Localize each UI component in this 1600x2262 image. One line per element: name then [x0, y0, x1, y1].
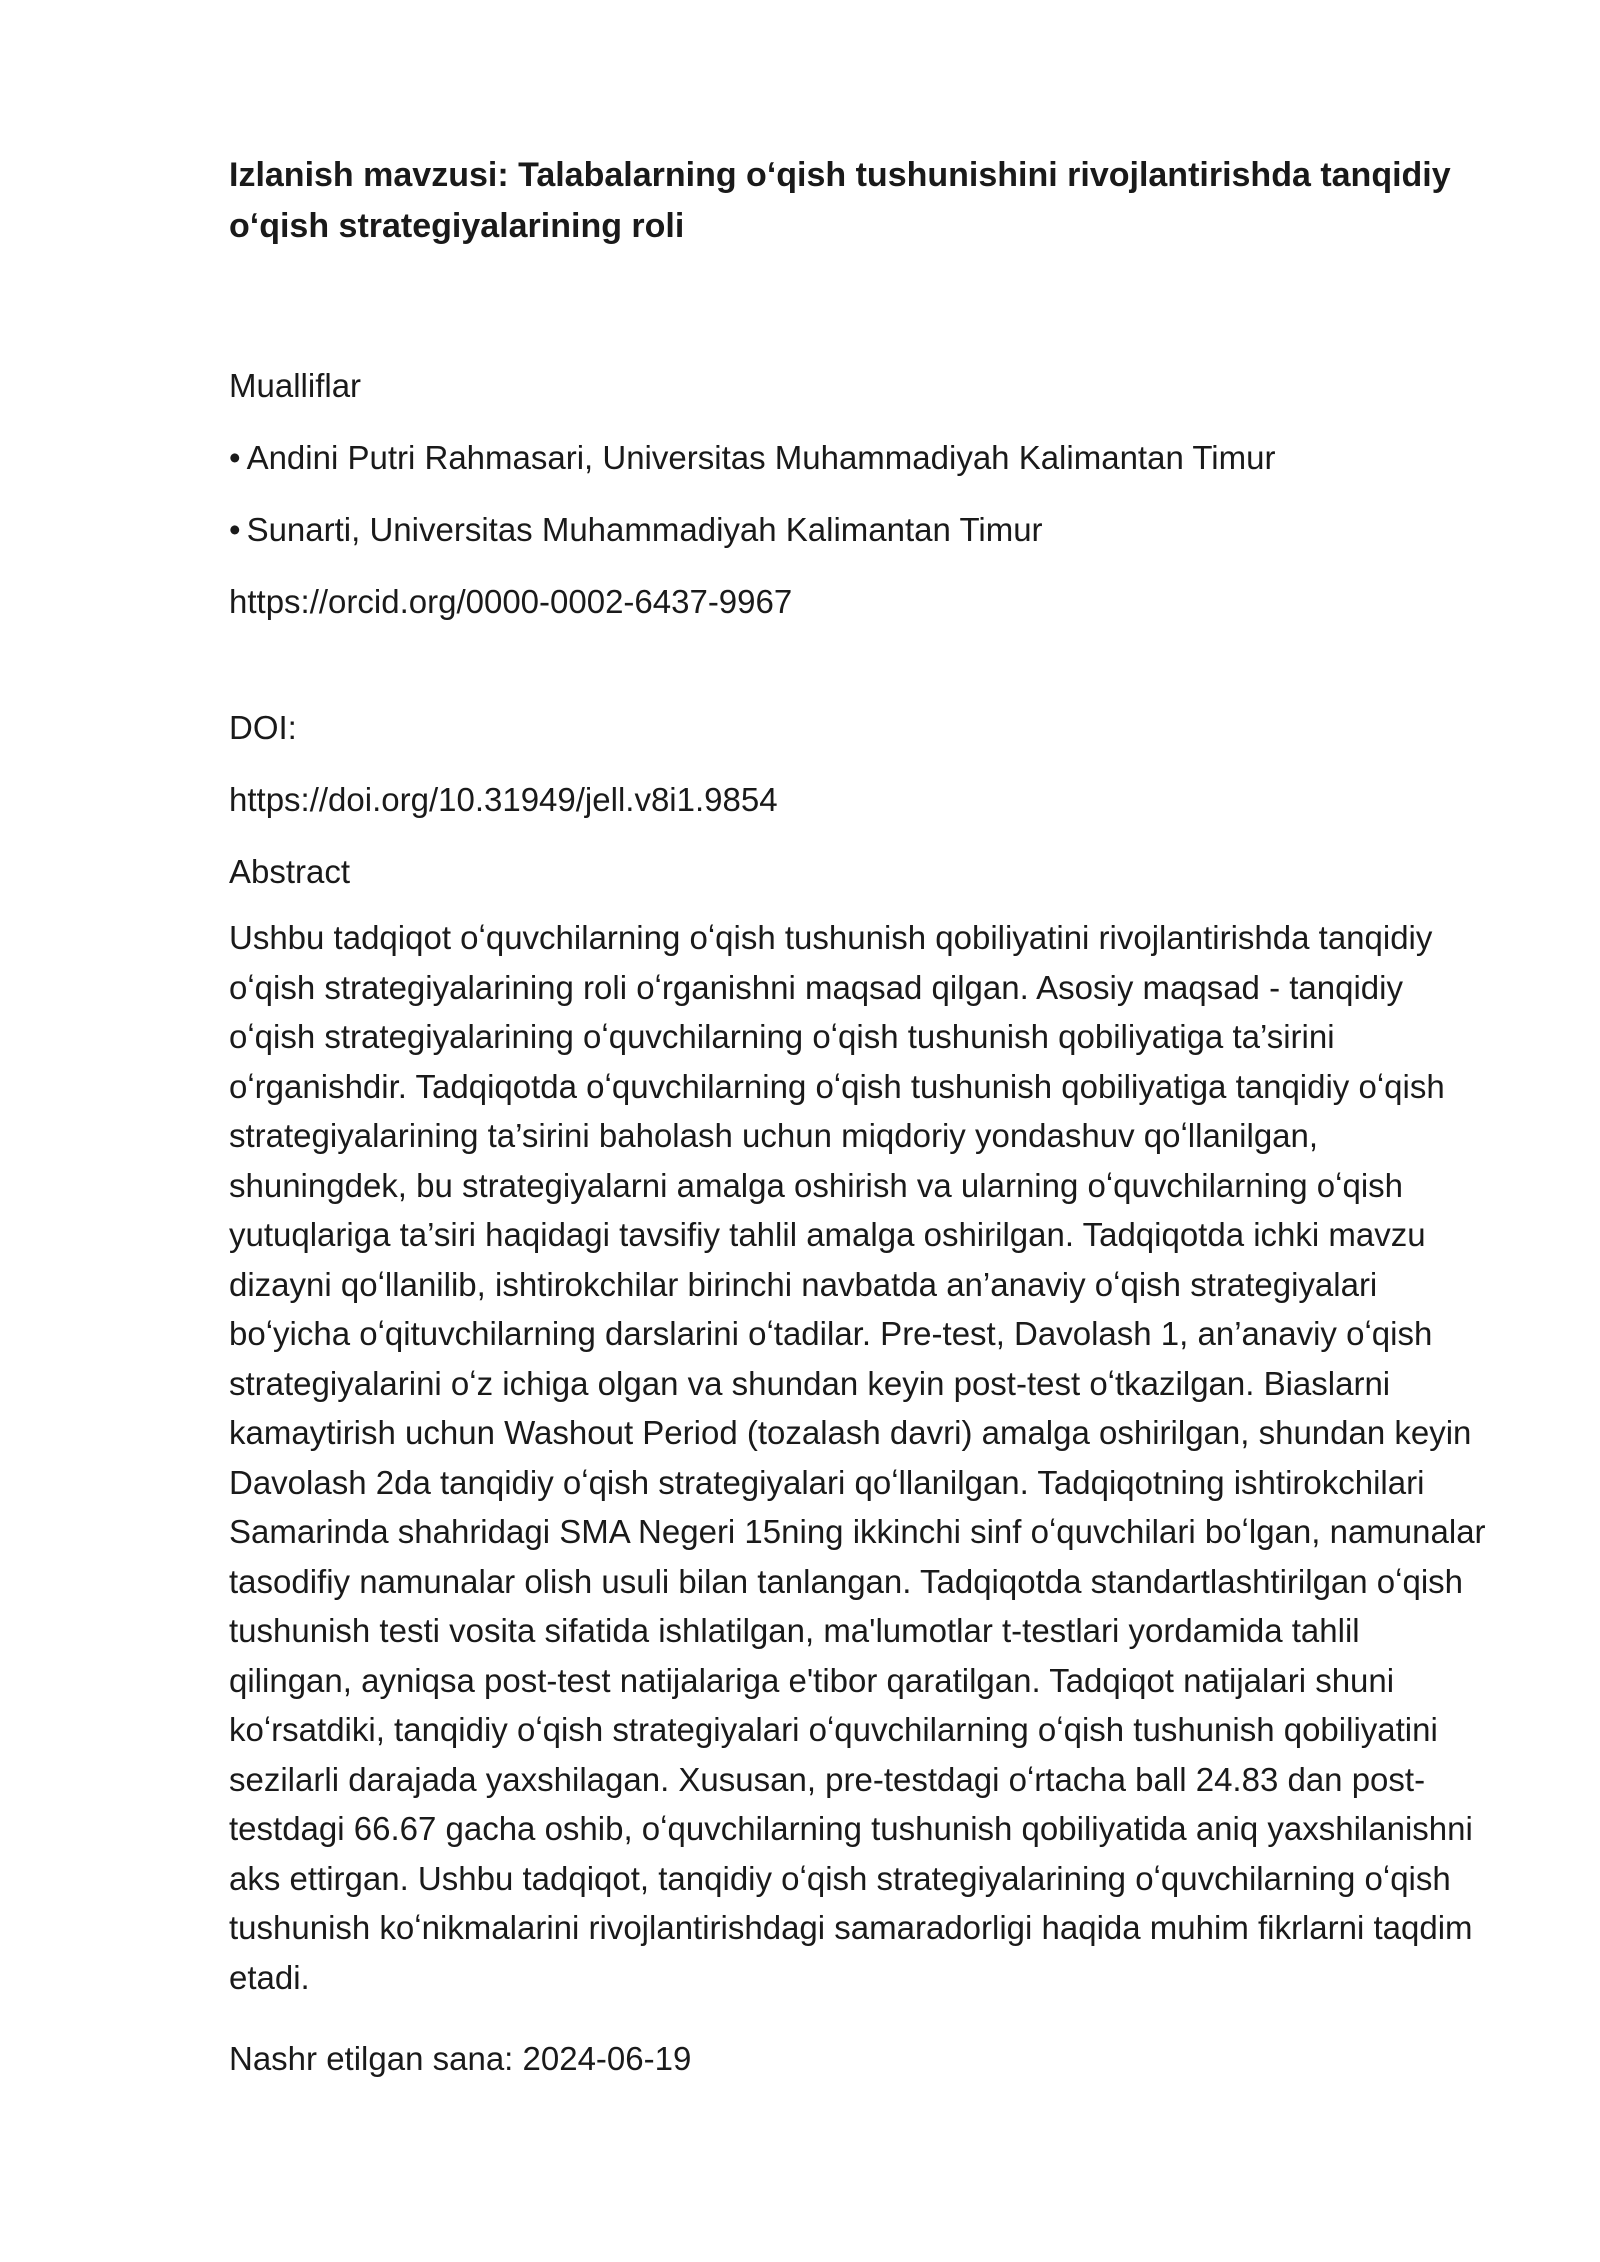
doi-label: DOI:: [229, 709, 297, 746]
abstract-text: Ushbu tadqiqot oʻquvchilarning oʻqish tushunish qobiliyatini rivojlantirishda tanqidiy oʻqish strategiyalarining roli oʻrganishni maqsad qilgan. Asosiy maqsad - tanqidiy oʻqish strategiyalarining oʻquvchilarning oʻqish tushunish qobiliyatiga ta’sirini oʻrganishdir. Tadqiqotda oʻquvchilarning oʻqish tushunish qobiliyatiga tanqidiy oʻqish strategiyalarining ta’sirini baholash uchun miqdoriy yondashuv qoʻllanilgan, shuningdek, bu strategiyalarni amalga oshirish va ularning oʻquvchilarning oʻqish yutuqlariga ta’siri haqidagi tavsifiy tahlil amalga oshirilgan. Tadqiqotda ichki mavzu dizayni qoʻllanilib, ishtirokchilar birinchi navbatda an’anaviy oʻqish strategiyalari boʻyicha oʻqituvchilarning darslarini oʻtadilar. Pre-test, Davolash 1, an’anaviy oʻqish strategiyalarini oʻz ichiga olgan va shundan keyin post-test oʻtkazilgan. Biaslarni kamaytirish uchun Washout Period (tozalash davri) amalga oshirilgan, shundan keyin Davolash 2da tanqidiy oʻqish strategiyalari qoʻllanilgan. Tadqiqotning ishtirokchilari Samarinda shahridagi SMA Negeri 15ning ikkinchi sinf oʻquvchilari boʻlgan, namunalar tasodifiy namunalar olish usuli bilan tanlangan. Tadqiqotda standartlashtirilgan oʻqish tushunish testi vosita sifatida ishlatilgan, ma'lumotlar t-testlari yordamida tahlil qilingan, ayniqsa post-test natijalariga e'tibor qaratilgan. Tadqiqot natijalari shuni koʻrsatdiki, tanqidiy oʻqish strategiyalari oʻquvchilarning oʻqish tushunish qobiliyatini sezilarli darajada yaxshilagan. Xususan, pre-testdagi oʻrtacha ball 24.83 dan post-testdagi 66.67 gacha oshib, oʻquvchilarning tushunish qobiliyatida aniq yaxshilanishni aks ettirgan. Ushbu tadqiqot, tanqidiy oʻqish strategiyalarining oʻquvchilarning oʻqish tushunish koʻnikmalarini rivojlantirishdagi samaradorligi haqida muhim fikrlarni taqdim etadi.: [229, 919, 1486, 1996]
authors-heading: Mualliflar: [229, 367, 362, 404]
author-name: Sunarti, Universitas Muhammadiyah Kalimantan Timur: [246, 511, 1043, 548]
author-name: Andini Putri Rahmasari, Universitas Muhammadiyah Kalimantan Timur: [246, 439, 1276, 476]
bullet-icon: •: [229, 511, 241, 548]
author-item: [229, 437, 1489, 479]
author-item: [229, 509, 1489, 551]
document-page: [229, 150, 1489, 2080]
bullet-icon: •: [229, 439, 241, 476]
publication-date: Nashr etilgan sana: 2024-06-19: [229, 2040, 692, 2077]
doi-link[interactable]: https://doi.org/10.31949/jell.v8i1.9854: [229, 781, 778, 818]
orcid-link[interactable]: https://orcid.org/0000-0002-6437-9967: [229, 583, 793, 620]
abstract-heading: Abstract: [229, 853, 351, 890]
document-title: Izlanish mavzusi: Talabalarning oʻqish tushunishini rivojlantirishda tanqidiy oʻqish strategiyalarining roli: [229, 156, 1451, 245]
